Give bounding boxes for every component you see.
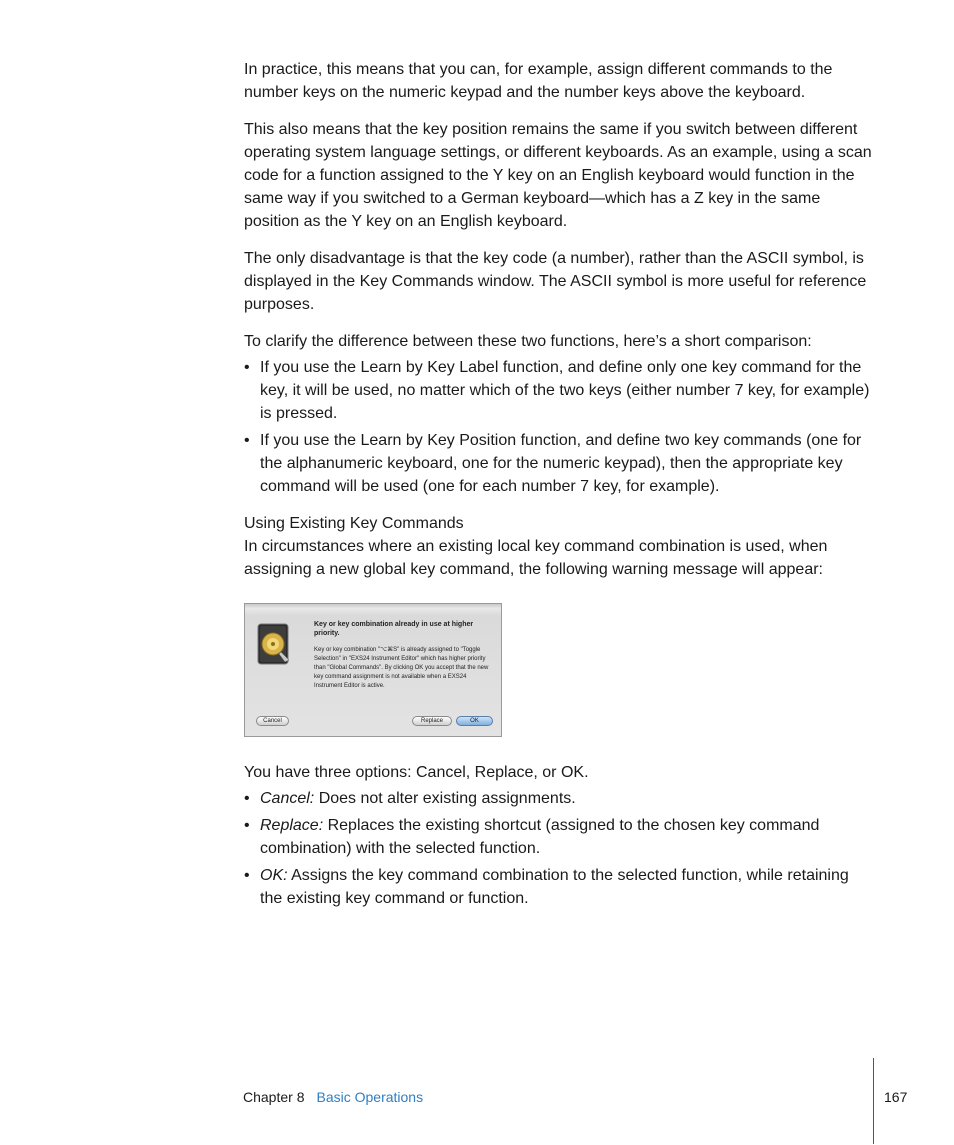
comparison-list (244, 356, 874, 498)
page-footer (243, 1089, 423, 1105)
paragraph: To clarify the difference between these two functions, here’s a short comparison: (244, 333, 812, 350)
footer-chapter: Chapter 8 (243, 1089, 305, 1105)
option-term: Cancel: (260, 790, 315, 807)
dialog-title-strip (245, 604, 501, 608)
list-item (244, 429, 874, 498)
paragraph: In practice, this means that you can, for example, assign different commands to the number keys on the numeric keypad and the number keys above the keyboard. (244, 61, 833, 101)
option-description: Assigns the key command combination to the selected function, while retaining the existing key command or function. (260, 867, 849, 907)
option-term: Replace: (260, 817, 324, 834)
logic-app-icon (255, 622, 293, 668)
section-heading: Using Existing Key Commands (244, 515, 464, 532)
footer-section-link[interactable]: Basic Operations (316, 1089, 424, 1105)
bullet-icon: • (244, 790, 250, 807)
paragraph: The only disadvantage is that the key code (a number), rather than the ASCII symbol, is displayed in the Key Commands window. The ASCII symbol is more useful for reference purposes. (244, 250, 867, 313)
bullet-icon: • (244, 817, 250, 834)
page-number: 167 (884, 1089, 908, 1105)
bullet-icon: • (244, 359, 250, 376)
replace-button[interactable]: Replace (412, 716, 452, 726)
option-term: OK: (260, 867, 288, 884)
dialog-title: Key or key combination already in use at higher priority. (314, 621, 474, 637)
list-item-text: If you use the Learn by Key Label function, and define only one key command for the key, it will be used, no matter which of the two keys (either number 7 key, for example) is pressed. (260, 359, 870, 422)
warning-dialog-screenshot (244, 603, 502, 737)
paragraph: This also means that the key position remains the same if you switch between different operating system language settings, or different keyboards. As an example, using a scan code for a function assigned to the Y key on an English keyboard would function in the same way if you switched to a German keyboard—which has a Z key in the same position as the Y key on an English keyboard. (244, 121, 872, 230)
footer-divider (873, 1058, 874, 1144)
option-description: Does not alter existing assignments. (314, 790, 576, 807)
list-item (244, 787, 874, 810)
page-body (244, 58, 874, 924)
bullet-icon: • (244, 432, 250, 449)
list-item-text: If you use the Learn by Key Position function, and define two key commands (one for the alphanumeric keyboard, one for the numeric keypad), then the appropriate key command will be used (one for each number 7 key, for example). (260, 432, 862, 495)
list-item (244, 356, 874, 425)
options-intro: You have three options: Cancel, Replace, or OK. (244, 764, 589, 781)
ok-button[interactable]: OK (456, 716, 493, 726)
section-intro: In circumstances where an existing local key command combination is used, when assigning a new global key command, the following warning message will appear: (244, 538, 828, 578)
dialog-message: Key or key combination "⌥⌘S" is already assigned to "Toggle Selection" in "EXS24 Instrument Editor" which has higher priority than "Global Commands". By clicking OK you accept that the new key command assignment is not available when a EXS24 Instrument Editor is active. (314, 647, 489, 689)
list-item (244, 814, 874, 860)
bullet-icon: • (244, 867, 250, 884)
options-list (244, 787, 874, 910)
cancel-button[interactable]: Cancel (256, 716, 289, 726)
option-description: Replaces the existing shortcut (assigned to the chosen key command combination) with the selected function. (260, 817, 820, 857)
list-item (244, 864, 874, 910)
